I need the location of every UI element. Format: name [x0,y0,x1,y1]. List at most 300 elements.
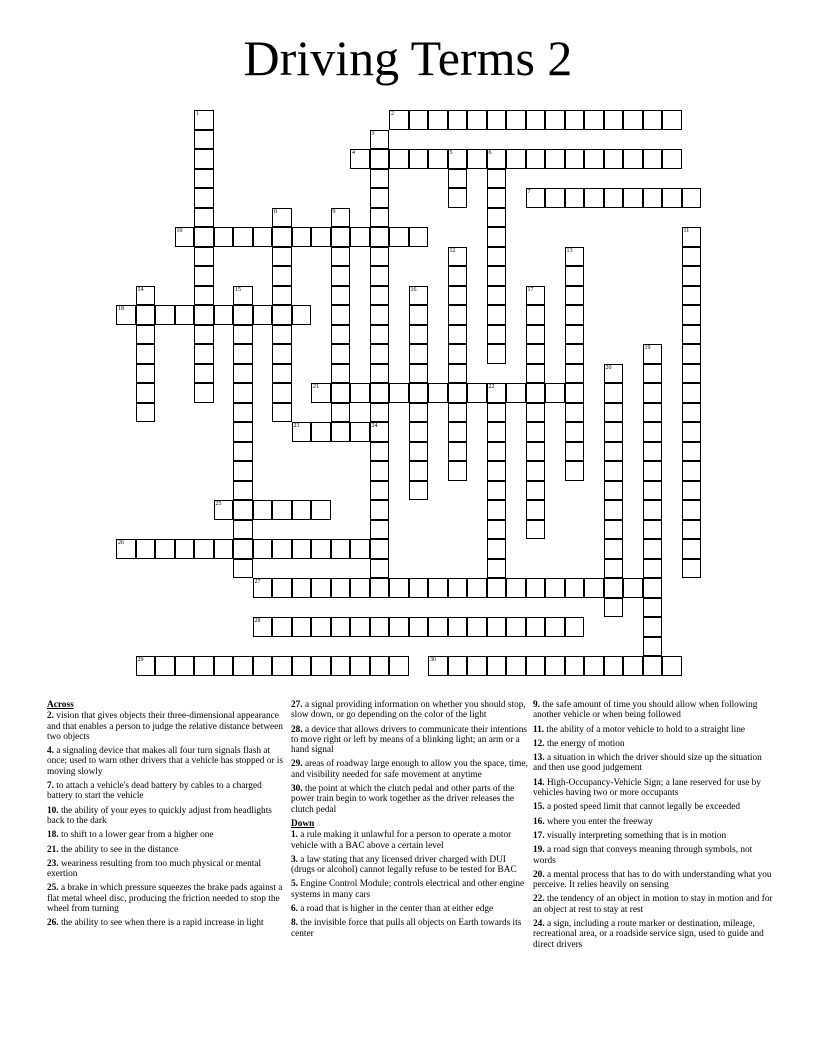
grid-cell[interactable] [487,188,507,208]
grid-cell[interactable] [272,227,292,247]
grid-cell[interactable] [331,266,351,286]
grid-cell[interactable] [487,442,507,462]
grid-cell[interactable] [272,344,292,364]
grid-cell[interactable] [643,481,663,501]
grid-cell[interactable] [370,520,390,540]
grid-cell[interactable] [136,539,156,559]
grid-cell[interactable] [233,344,253,364]
grid-cell[interactable] [506,617,526,637]
grid-cell[interactable] [448,247,468,267]
grid-cell[interactable] [272,247,292,267]
grid-cell[interactable] [370,344,390,364]
grid-cell[interactable] [311,500,331,520]
grid-cell[interactable] [194,110,214,130]
grid-cell[interactable] [526,325,546,345]
grid-cell[interactable] [175,305,195,325]
grid-cell[interactable] [643,500,663,520]
grid-cell[interactable] [233,227,253,247]
grid-cell[interactable] [643,344,663,364]
grid-cell[interactable] [623,656,643,676]
grid-cell[interactable] [565,461,585,481]
grid-cell[interactable] [487,208,507,228]
grid-cell[interactable] [526,481,546,501]
grid-cell[interactable] [233,364,253,384]
grid-cell[interactable] [565,422,585,442]
grid-cell[interactable] [682,442,702,462]
grid-cell[interactable] [467,110,487,130]
grid-cell[interactable] [526,617,546,637]
grid-cell[interactable] [526,364,546,384]
grid-cell[interactable] [136,286,156,306]
grid-cell[interactable] [487,559,507,579]
grid-cell[interactable] [604,520,624,540]
grid-cell[interactable] [448,422,468,442]
grid-cell[interactable] [604,598,624,618]
grid-cell[interactable] [565,149,585,169]
grid-cell[interactable] [545,383,565,403]
grid-cell[interactable] [370,305,390,325]
grid-cell[interactable] [350,656,370,676]
grid-cell[interactable] [311,656,331,676]
grid-cell[interactable] [194,130,214,150]
grid-cell[interactable] [467,578,487,598]
grid-cell[interactable] [565,578,585,598]
grid-cell[interactable] [136,383,156,403]
grid-cell[interactable] [331,305,351,325]
grid-cell[interactable] [584,188,604,208]
grid-cell[interactable] [194,286,214,306]
grid-cell[interactable] [643,442,663,462]
grid-cell[interactable] [428,656,448,676]
grid-cell[interactable] [604,442,624,462]
grid-cell[interactable] [448,383,468,403]
grid-cell[interactable] [175,656,195,676]
grid-cell[interactable] [155,539,175,559]
grid-cell[interactable] [194,539,214,559]
grid-cell[interactable] [448,364,468,384]
grid-cell[interactable] [370,422,390,442]
grid-cell[interactable] [214,305,234,325]
grid-cell[interactable] [409,344,429,364]
grid-cell[interactable] [526,383,546,403]
grid-cell[interactable] [350,539,370,559]
grid-cell[interactable] [487,481,507,501]
grid-cell[interactable] [370,500,390,520]
grid-cell[interactable] [155,305,175,325]
grid-cell[interactable] [331,656,351,676]
grid-cell[interactable] [487,266,507,286]
grid-cell[interactable] [487,227,507,247]
grid-cell[interactable] [233,305,253,325]
grid-cell[interactable] [409,305,429,325]
grid-cell[interactable] [233,286,253,306]
grid-cell[interactable] [682,305,702,325]
grid-cell[interactable] [565,344,585,364]
grid-cell[interactable] [643,461,663,481]
grid-cell[interactable] [409,481,429,501]
grid-cell[interactable] [526,286,546,306]
grid-cell[interactable] [545,656,565,676]
grid-cell[interactable] [448,149,468,169]
grid-cell[interactable] [370,208,390,228]
grid-cell[interactable] [604,656,624,676]
grid-cell[interactable] [487,520,507,540]
grid-cell[interactable] [194,305,214,325]
grid-cell[interactable] [370,403,390,423]
grid-cell[interactable] [292,578,312,598]
grid-cell[interactable] [682,266,702,286]
grid-cell[interactable] [233,656,253,676]
grid-cell[interactable] [682,500,702,520]
grid-cell[interactable] [350,149,370,169]
grid-cell[interactable] [292,422,312,442]
grid-cell[interactable] [487,169,507,189]
grid-cell[interactable] [604,461,624,481]
grid-cell[interactable] [194,247,214,267]
grid-cell[interactable] [194,344,214,364]
grid-cell[interactable] [389,383,409,403]
grid-cell[interactable] [565,325,585,345]
grid-cell[interactable] [565,364,585,384]
grid-cell[interactable] [233,500,253,520]
grid-cell[interactable] [272,656,292,676]
grid-cell[interactable] [682,188,702,208]
grid-cell[interactable] [682,403,702,423]
grid-cell[interactable] [389,578,409,598]
grid-cell[interactable] [292,305,312,325]
grid-cell[interactable] [448,169,468,189]
grid-cell[interactable] [370,656,390,676]
grid-cell[interactable] [604,110,624,130]
grid-cell[interactable] [214,500,234,520]
grid-cell[interactable] [448,110,468,130]
grid-cell[interactable] [506,578,526,598]
grid-cell[interactable] [272,286,292,306]
grid-cell[interactable] [116,539,136,559]
grid-cell[interactable] [389,149,409,169]
grid-cell[interactable] [526,442,546,462]
grid-cell[interactable] [623,188,643,208]
grid-cell[interactable] [428,617,448,637]
grid-cell[interactable] [409,325,429,345]
grid-cell[interactable] [272,383,292,403]
grid-cell[interactable] [194,208,214,228]
grid-cell[interactable] [389,617,409,637]
grid-cell[interactable] [526,656,546,676]
grid-cell[interactable] [448,656,468,676]
grid-cell[interactable] [370,442,390,462]
grid-cell[interactable] [565,110,585,130]
grid-cell[interactable] [448,617,468,637]
grid-cell[interactable] [214,227,234,247]
grid-cell[interactable] [233,383,253,403]
grid-cell[interactable] [643,637,663,657]
grid-cell[interactable] [643,188,663,208]
grid-cell[interactable] [545,149,565,169]
grid-cell[interactable] [409,442,429,462]
grid-cell[interactable] [643,656,663,676]
grid-cell[interactable] [350,227,370,247]
grid-cell[interactable] [136,403,156,423]
grid-cell[interactable] [194,364,214,384]
grid-cell[interactable] [331,422,351,442]
grid-cell[interactable] [584,656,604,676]
grid-cell[interactable] [526,422,546,442]
grid-cell[interactable] [623,149,643,169]
grid-cell[interactable] [487,110,507,130]
grid-cell[interactable] [604,481,624,501]
grid-cell[interactable] [389,110,409,130]
grid-cell[interactable] [194,227,214,247]
grid-cell[interactable] [448,188,468,208]
grid-cell[interactable] [487,305,507,325]
grid-cell[interactable] [409,110,429,130]
grid-cell[interactable] [662,656,682,676]
grid-cell[interactable] [331,227,351,247]
grid-cell[interactable] [272,539,292,559]
grid-cell[interactable] [409,149,429,169]
grid-cell[interactable] [311,383,331,403]
grid-cell[interactable] [467,149,487,169]
grid-cell[interactable] [233,481,253,501]
grid-cell[interactable] [643,617,663,637]
grid-cell[interactable] [350,383,370,403]
grid-cell[interactable] [409,286,429,306]
grid-cell[interactable] [565,617,585,637]
grid-cell[interactable] [682,422,702,442]
grid-cell[interactable] [136,344,156,364]
grid-cell[interactable] [682,364,702,384]
grid-cell[interactable] [292,500,312,520]
grid-cell[interactable] [194,149,214,169]
grid-cell[interactable] [428,110,448,130]
grid-cell[interactable] [311,578,331,598]
grid-cell[interactable] [409,617,429,637]
grid-cell[interactable] [370,169,390,189]
grid-cell[interactable] [409,461,429,481]
grid-cell[interactable] [526,500,546,520]
grid-cell[interactable] [487,656,507,676]
grid-cell[interactable] [428,149,448,169]
grid-cell[interactable] [194,325,214,345]
grid-cell[interactable] [604,539,624,559]
grid-cell[interactable] [253,578,273,598]
grid-cell[interactable] [409,383,429,403]
grid-cell[interactable] [370,383,390,403]
grid-cell[interactable] [311,422,331,442]
grid-cell[interactable] [292,617,312,637]
grid-cell[interactable] [448,325,468,345]
grid-cell[interactable] [643,539,663,559]
grid-cell[interactable] [526,461,546,481]
grid-cell[interactable] [448,442,468,462]
grid-cell[interactable] [233,559,253,579]
grid-cell[interactable] [448,578,468,598]
grid-cell[interactable] [487,461,507,481]
grid-cell[interactable] [409,227,429,247]
grid-cell[interactable] [370,461,390,481]
grid-cell[interactable] [233,403,253,423]
grid-cell[interactable] [682,559,702,579]
grid-cell[interactable] [253,656,273,676]
grid-cell[interactable] [487,500,507,520]
grid-cell[interactable] [370,578,390,598]
grid-cell[interactable] [584,578,604,598]
grid-cell[interactable] [682,520,702,540]
grid-cell[interactable] [584,149,604,169]
grid-cell[interactable] [565,383,585,403]
grid-cell[interactable] [604,422,624,442]
grid-cell[interactable] [487,149,507,169]
grid-cell[interactable] [584,110,604,130]
grid-cell[interactable] [194,266,214,286]
grid-cell[interactable] [643,559,663,579]
grid-cell[interactable] [565,305,585,325]
grid-cell[interactable] [565,656,585,676]
grid-cell[interactable] [136,656,156,676]
grid-cell[interactable] [370,188,390,208]
grid-cell[interactable] [331,286,351,306]
grid-cell[interactable] [175,227,195,247]
grid-cell[interactable] [448,461,468,481]
grid-cell[interactable] [136,364,156,384]
grid-cell[interactable] [233,422,253,442]
grid-cell[interactable] [467,383,487,403]
grid-cell[interactable] [253,227,273,247]
grid-cell[interactable] [487,344,507,364]
grid-cell[interactable] [682,227,702,247]
grid-cell[interactable] [506,110,526,130]
grid-cell[interactable] [253,305,273,325]
grid-cell[interactable] [682,383,702,403]
grid-cell[interactable] [350,617,370,637]
grid-cell[interactable] [370,149,390,169]
grid-cell[interactable] [565,247,585,267]
grid-cell[interactable] [331,247,351,267]
grid-cell[interactable] [487,247,507,267]
grid-cell[interactable] [487,422,507,442]
grid-cell[interactable] [487,539,507,559]
grid-cell[interactable] [272,403,292,423]
grid-cell[interactable] [467,656,487,676]
grid-cell[interactable] [487,286,507,306]
grid-cell[interactable] [448,344,468,364]
grid-cell[interactable] [643,578,663,598]
grid-cell[interactable] [389,656,409,676]
grid-cell[interactable] [292,539,312,559]
grid-cell[interactable] [565,266,585,286]
grid-cell[interactable] [233,461,253,481]
grid-cell[interactable] [233,520,253,540]
grid-cell[interactable] [487,325,507,345]
grid-cell[interactable] [331,539,351,559]
grid-cell[interactable] [565,286,585,306]
grid-cell[interactable] [272,364,292,384]
grid-cell[interactable] [682,461,702,481]
grid-cell[interactable] [487,617,507,637]
grid-cell[interactable] [350,578,370,598]
grid-cell[interactable] [370,481,390,501]
grid-cell[interactable] [253,539,273,559]
grid-cell[interactable] [311,617,331,637]
grid-cell[interactable] [272,266,292,286]
grid-cell[interactable] [526,188,546,208]
grid-cell[interactable] [643,383,663,403]
grid-cell[interactable] [136,325,156,345]
grid-cell[interactable] [623,110,643,130]
grid-cell[interactable] [350,422,370,442]
grid-cell[interactable] [233,539,253,559]
grid-cell[interactable] [487,578,507,598]
grid-cell[interactable] [545,110,565,130]
grid-cell[interactable] [604,500,624,520]
grid-cell[interactable] [682,286,702,306]
grid-cell[interactable] [272,305,292,325]
grid-cell[interactable] [370,364,390,384]
grid-cell[interactable] [214,539,234,559]
grid-cell[interactable] [682,344,702,364]
grid-cell[interactable] [643,598,663,618]
grid-cell[interactable] [643,520,663,540]
grid-cell[interactable] [506,149,526,169]
grid-cell[interactable] [331,403,351,423]
grid-cell[interactable] [526,305,546,325]
grid-cell[interactable] [487,403,507,423]
grid-cell[interactable] [233,442,253,462]
grid-cell[interactable] [682,325,702,345]
grid-cell[interactable] [175,539,195,559]
grid-cell[interactable] [292,227,312,247]
grid-cell[interactable] [331,325,351,345]
grid-cell[interactable] [506,383,526,403]
grid-cell[interactable] [292,656,312,676]
grid-cell[interactable] [487,383,507,403]
grid-cell[interactable] [604,364,624,384]
grid-cell[interactable] [370,227,390,247]
grid-cell[interactable] [389,227,409,247]
grid-cell[interactable] [409,422,429,442]
grid-cell[interactable] [682,481,702,501]
grid-cell[interactable] [370,539,390,559]
grid-cell[interactable] [662,110,682,130]
grid-cell[interactable] [272,500,292,520]
grid-cell[interactable] [526,520,546,540]
grid-cell[interactable] [662,188,682,208]
grid-cell[interactable] [253,617,273,637]
grid-cell[interactable] [311,539,331,559]
grid-cell[interactable] [370,130,390,150]
grid-cell[interactable] [428,383,448,403]
grid-cell[interactable] [253,500,273,520]
grid-cell[interactable] [136,305,156,325]
grid-cell[interactable] [428,578,448,598]
grid-cell[interactable] [331,617,351,637]
grid-cell[interactable] [194,383,214,403]
grid-cell[interactable] [643,403,663,423]
grid-cell[interactable] [643,149,663,169]
grid-cell[interactable] [448,266,468,286]
grid-cell[interactable] [565,403,585,423]
grid-cell[interactable] [194,656,214,676]
grid-cell[interactable] [526,578,546,598]
grid-cell[interactable] [662,149,682,169]
grid-cell[interactable] [370,247,390,267]
grid-cell[interactable] [194,188,214,208]
grid-cell[interactable] [604,578,624,598]
grid-cell[interactable] [526,149,546,169]
grid-cell[interactable] [604,149,624,169]
grid-cell[interactable] [370,559,390,579]
